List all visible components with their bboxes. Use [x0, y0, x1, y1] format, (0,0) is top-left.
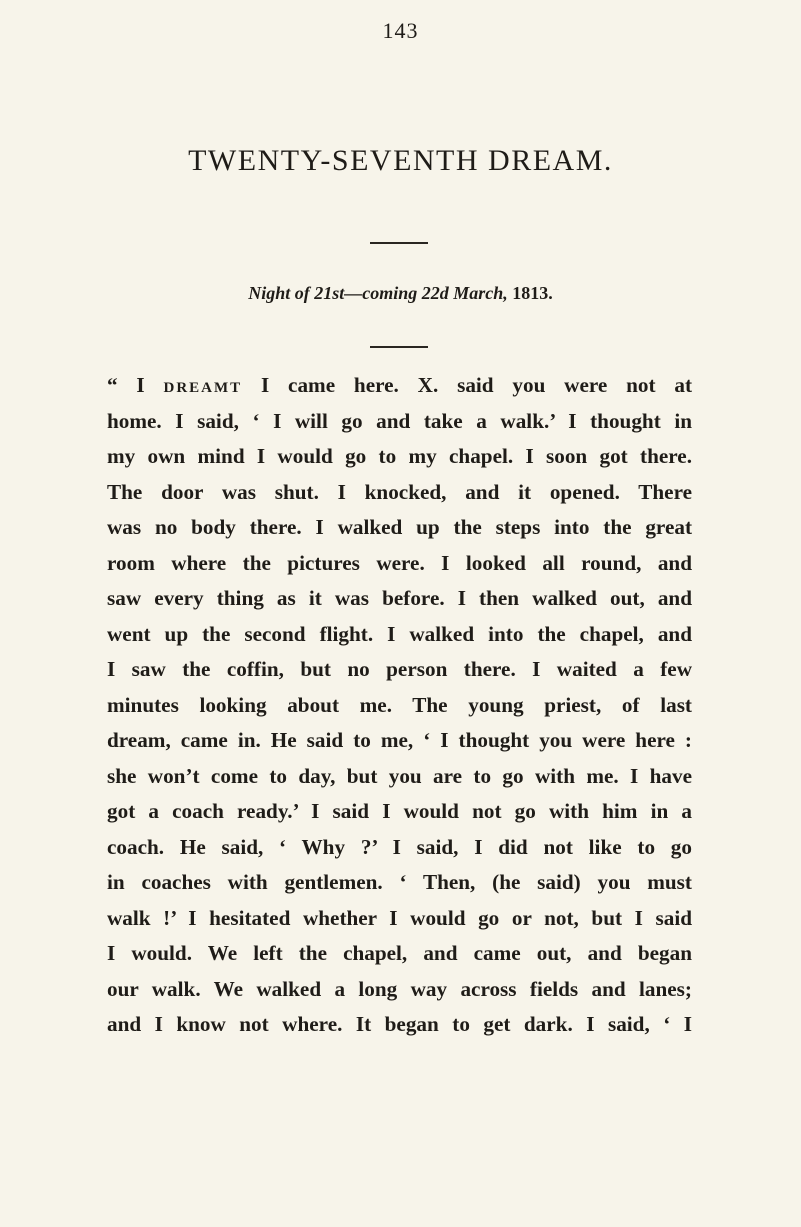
text-line: went up the second flight. I walked into the chapel, and [107, 621, 692, 646]
divider-rule-top [370, 242, 428, 244]
text-line: was no body there. I walked up the steps into the great [107, 515, 692, 539]
dream-narrative [107, 368, 692, 1043]
text-line: home. I said, ‘ I will go and take a walk.’ I thought in [107, 408, 692, 433]
text-line: minutes looking about me. The young priest, of last [107, 692, 692, 717]
dateline-of: of [294, 283, 310, 303]
opening-quote: “ [107, 373, 118, 397]
text-line: I would. We left the chapel, and came out, and began [107, 941, 692, 965]
dateline [0, 283, 801, 304]
text-line: I saw the coffin, but no person there. I waited a few [107, 657, 692, 681]
opening-small-caps: dreamt [163, 373, 243, 397]
text-line: saw every thing as it was before. I then walked out, and [107, 586, 692, 610]
chapter-title: TWENTY-SEVENTH DREAM. [188, 144, 613, 177]
opening-rest: I came here. X. said you were not at [261, 373, 693, 397]
text-line: our walk. We walked a long way across fields and lanes; [107, 976, 692, 1001]
dateline-year: 1813. [512, 283, 553, 303]
text-line: my own mind I would go to my chapel. I soon got there. [107, 444, 692, 468]
dateline-date: 21st—coming 22d March, [314, 283, 508, 303]
text-line: and I know not where. It began to get dark. I said, ‘ I [107, 1012, 692, 1036]
opening-initial: I [136, 373, 145, 397]
page-number: 143 [382, 18, 419, 43]
divider-rule-bottom [370, 346, 428, 348]
opening-line [107, 368, 692, 404]
text-line: she won’t come to day, but you are to go with me. I have [107, 763, 692, 788]
dateline-night: Night [248, 283, 291, 303]
text-line: got a coach ready.’ I said I would not go with him in a [107, 799, 692, 823]
text-line: walk !’ I hesitated whether I would go or not, but I said [107, 905, 692, 930]
text-line: dream, came in. He said to me, ‘ I thought you were here : [107, 728, 692, 752]
text-line: coach. He said, ‘ Why ?’ I said, I did not like to go [107, 834, 692, 859]
text-line: The door was shut. I knocked, and it opened. There [107, 479, 692, 504]
text-line: in coaches with gentlemen. ‘ Then, (he said) you must [107, 870, 692, 894]
text-line: room where the pictures were. I looked all round, and [107, 550, 692, 575]
